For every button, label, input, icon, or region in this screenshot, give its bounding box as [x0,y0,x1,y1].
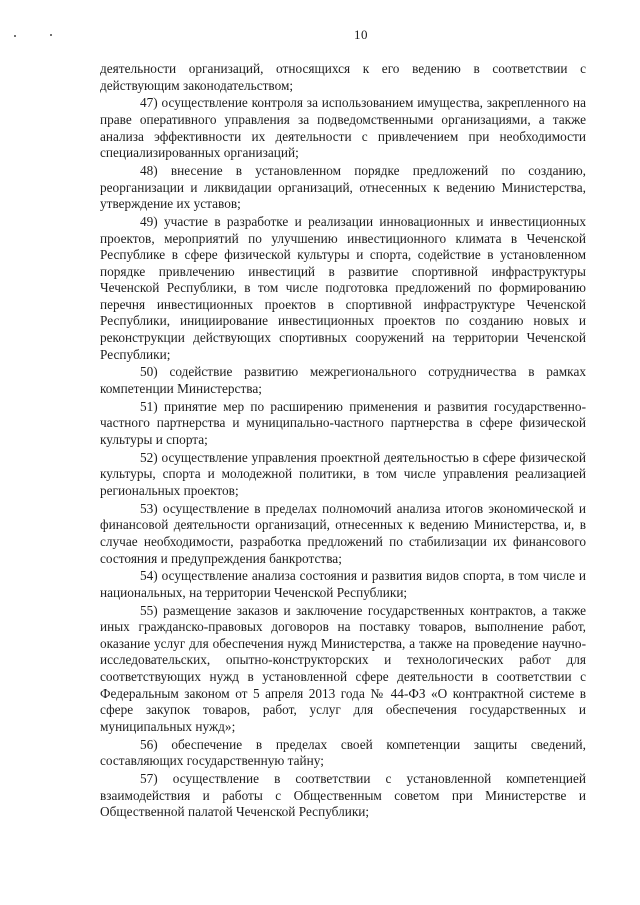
paragraph-item-54: 54) осуществление анализа состояния и развития видов спорта, в том числе и национальных, на территории Чеченской Республики; [100,568,586,600]
paragraph-continuation: деятельности организаций, относящихся к его ведению в соответствии с действующим законодательством; [100,61,586,93]
paragraph-item-53: 53) осуществление в пределах полномочий анализа итогов экономической и финансовой деятельности организаций, отнесенных к ведению Министерства, и, в случае необходимости, разработка предложений по стабилизации их финансового состояния и предупреждения банкротства; [100,500,586,566]
page-number: 10 [354,27,368,42]
paragraph-item-56: 56) обеспечение в пределах своей компетенции защиты сведений, составляющих государственную тайну; [100,736,586,769]
body-text [100,61,586,822]
paragraph-item-51: 51) принятие мер по расширению применения и развития государственно-частного партнерства и муниципально-частного партнерства в сфере физической культуры и спорта; [100,398,586,447]
paragraph-item-55: 55) размещение заказов и заключение государственных контрактов, а также иных гражданско-правовых договоров на поставку товаров, выполнение работ, оказание услуг для обеспечения нужд Министерства, а также на проведение научно-исследовательских, опытно-конструкторских и технологических работ для соответствующих нужд в установленной сфере деятельности в соответствии с Федеральным законом от 5 апреля 2013 года № 44-ФЗ «О контрактной системе в сфере закупок товаров, работ, услуг для обеспечения государственных и муниципальных нужд»; [100,602,586,734]
paragraph-item-57: 57) осуществление в соответствии с установленной компетенцией взаимодействия и работы с Общественным советом при Министерстве и Общественной палатой Чеченской Республики; [100,771,586,820]
paragraph-item-50: 50) содействие развитию межрегионального сотрудничества в рамках компетенции Министерства; [100,364,586,397]
paragraph-item-47: 47) осуществление контроля за использованием имущества, закрепленного на праве оперативного управления за подведомственными организациями, а также анализа эффективности их деятельности с привлечением при необходимости специализированных организаций; [100,95,586,161]
paragraph-item-48: 48) внесение в установленном порядке предложений по созданию, реорганизации и ликвидации организаций, отнесенных к ведению Министерства, утверждение их уставов; [100,162,586,212]
paragraph-item-52: 52) осуществление управления проектной деятельностью в сфере физической культуры, спорта и молодежной политики, в том числе управления реализацией региональных проектов; [100,449,586,498]
paragraph-item-49: 49) участие в разработке и реализации инновационных и инвестиционных проектов, мероприятий по улучшению инвестиционного климата в Чеченской Республике в сфере физической культуры и спорта, содействие в установленном порядке привлечению инвестиций в развитие спортивной инфраструктуры Чеченской Республики, в том числе подготовка предложений по формированию перечня инвестиционных проектов в спортивной инфраструктуре Чеченской Республики, инициирование инвестиционных проектов по созданию новых и реконструкции действующих спортивных сооружений на территории Чеченской Республики; [100,213,586,362]
